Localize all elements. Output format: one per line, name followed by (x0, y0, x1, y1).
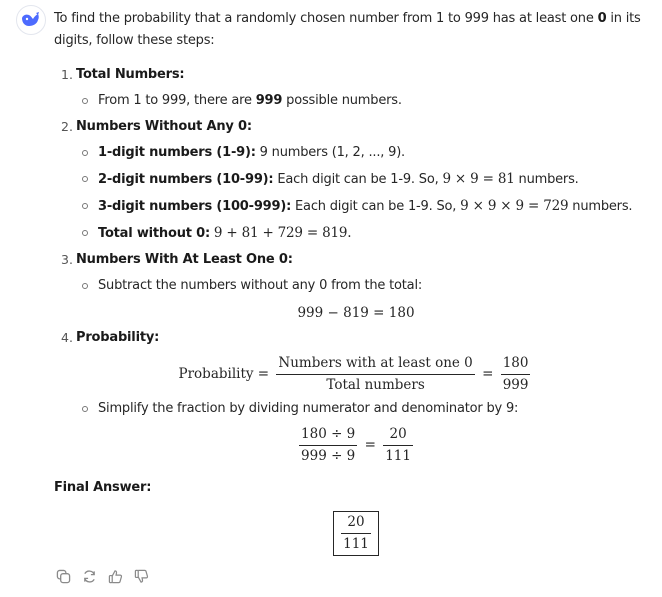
bullet (76, 275, 658, 297)
thumbs-up-icon (108, 569, 123, 584)
bullet-text: From 1 to 999, there are (98, 93, 256, 108)
equals: = (482, 366, 494, 382)
intro-paragraph (54, 8, 658, 52)
step-number: 1. (61, 67, 73, 82)
thumbs-down-icon (134, 569, 149, 584)
denominator: 999 (502, 377, 529, 393)
message-actions (54, 567, 150, 585)
numerator: 20 (341, 514, 371, 534)
bullet (76, 398, 658, 420)
denominator: Total numbers (326, 377, 425, 393)
inline-math: 9 × 9 = 81 (442, 171, 515, 187)
denominator: 999 ÷ 9 (301, 448, 356, 464)
bullet-text: Subtract the numbers without any 0 from the total: (98, 278, 423, 293)
boxed-answer (333, 511, 379, 556)
bullet-bold: 2-digit numbers (10-99): (98, 172, 274, 187)
numerator: 180 (501, 355, 531, 375)
display-math: 999 − 819 = 180 (297, 305, 415, 321)
fraction (383, 426, 413, 465)
step-number: 2. (61, 119, 73, 134)
bullet (76, 222, 658, 245)
bullet-text: Each digit can be 1-9. So, (291, 199, 461, 214)
step-3 (54, 249, 658, 321)
regenerate-icon (82, 569, 97, 584)
bullet-text: 9 numbers (1, 2, ..., 9). (255, 145, 405, 160)
denominator: 111 (385, 448, 411, 464)
step-title: Numbers Without Any 0: (76, 119, 252, 134)
fraction (501, 355, 531, 394)
bullet-bold: 3-digit numbers (100-999): (98, 199, 292, 214)
step-number: 3. (61, 252, 73, 267)
bullet-text: Simplify the fraction by dividing numerator and denominator by 9: (98, 401, 519, 416)
thumbs-down-button[interactable] (132, 567, 150, 585)
intro-text: To find the probability that a randomly chosen number from 1 to 999 has at least one (54, 11, 598, 26)
step-title: Total Numbers: (76, 67, 185, 82)
step-4 (54, 327, 658, 465)
bullet (76, 168, 658, 191)
numerator: 180 ÷ 9 (299, 426, 357, 446)
bullet-text: Each digit can be 1-9. So, (273, 172, 443, 187)
inline-math: 9 + 81 + 729 = 819. (213, 225, 352, 241)
bullet-bold: 999 (255, 93, 283, 108)
bullet (76, 90, 658, 112)
bullet-text-end: possible numbers. (282, 93, 402, 108)
assistant-message (54, 8, 658, 562)
fraction (341, 514, 371, 553)
intro-bold: 0 (597, 11, 607, 26)
assistant-avatar (16, 5, 46, 35)
bullet-text-end: numbers. (514, 172, 579, 187)
probability-equation (54, 355, 658, 394)
final-answer-label (54, 477, 658, 499)
fraction (276, 355, 474, 394)
math-lhs: Probability = (178, 366, 270, 382)
intro-text-end: in its digits, follow these steps: (54, 11, 641, 48)
copy-button[interactable] (54, 567, 72, 585)
bullet (76, 195, 658, 218)
denominator: 111 (343, 536, 369, 552)
simplify-equation (54, 426, 658, 465)
whale-logo-icon (21, 12, 41, 28)
bullet-bold: Total without 0: (98, 226, 210, 241)
step-title: Probability: (76, 330, 160, 345)
equals: = (364, 437, 376, 453)
step-title: Numbers With At Least One 0: (76, 252, 293, 267)
step-2 (54, 116, 658, 245)
final-label-text: Final Answer: (54, 480, 152, 495)
copy-icon (56, 569, 71, 584)
fraction (299, 426, 357, 465)
bullet (76, 142, 658, 164)
final-answer (54, 511, 658, 556)
step-1 (54, 64, 658, 112)
step-number: 4. (61, 330, 73, 345)
thumbs-up-button[interactable] (106, 567, 124, 585)
numerator: Numbers with at least one 0 (276, 355, 474, 375)
inline-math: 9 × 9 × 9 = 729 (460, 198, 569, 214)
regenerate-button[interactable] (80, 567, 98, 585)
numerator: 20 (383, 426, 413, 446)
bullet-bold: 1-digit numbers (1-9): (98, 145, 256, 160)
bullet-text-end: numbers. (568, 199, 633, 214)
